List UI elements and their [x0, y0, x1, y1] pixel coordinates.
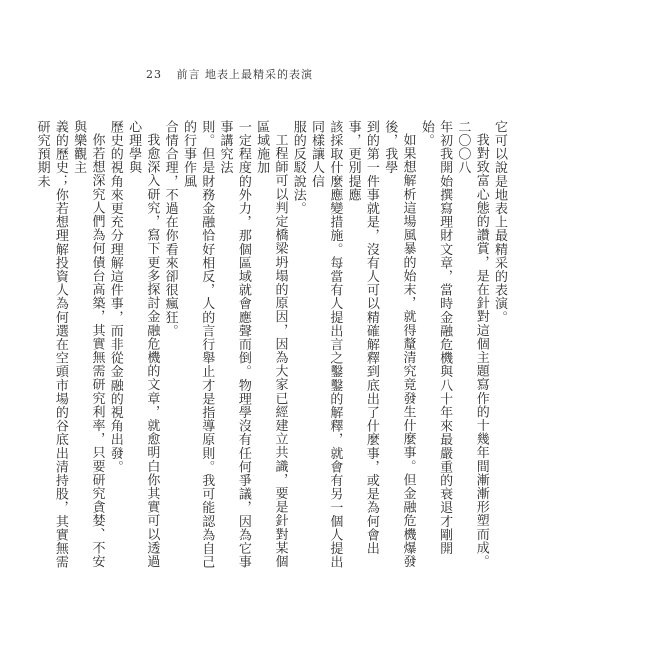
text-line: 一定程度的外力，那個區域就會應聲而倒。物理學沒有任何爭議，因為它事事講究法 [217, 120, 251, 569]
text-line: 則。但是財務金融恰好相反，人的言行舉止才是指導原則。我可能認為自己的行事作風 [180, 120, 215, 569]
text-line: 歷史的視角來更充分理解這件事，而非從金融的視角出發。 [107, 120, 123, 474]
text-line: 工程師可以判定橋梁坍塌的原因，因為大家已經建立共識，要是針對某個區域施加 [254, 120, 288, 569]
text-line: 如果想解析這場風暴的始末，就得釐清究竟發生什麼事。但金融危機爆發後，我學 [382, 120, 416, 569]
text-line: 我愈深入研究，寫下更多探討金融危機的文章，就愈明白你其實可以透過心理學與 [126, 120, 160, 569]
text-line: 你若想深究人們為何債台高築，其實無需研究利率，只要研究貪婪、不安與樂觀主 [71, 120, 105, 569]
vertical-body-text [34, 120, 508, 578]
text-line: 服的反駁說法。 [290, 120, 306, 216]
text-line: 它可以說是地表上最精采的表演。 [492, 120, 507, 324]
text-line: 義的歷史；你若想理解投資人為何選在空頭市場的谷底出清持股，其實無需研究預期未 [34, 120, 68, 569]
page-number: 23 [146, 68, 162, 81]
text-line: 該採取什麼應變措施。每當有人提出言之鑿鑿的解釋，就會有另一個人提出同樣讓人信 [309, 120, 343, 569]
chapter-title: 地表上最精采的表演 [205, 68, 313, 81]
text-line: 我對致富心態的讚賞，是在針對這個主題寫作的十幾年間漸漸形塑而成。二〇〇八 [455, 120, 489, 569]
text-line: 合情合理，不過在你看來卻很瘋狂。 [162, 120, 178, 338]
section-label: 前言 [176, 68, 201, 81]
running-header [146, 66, 313, 82]
text-line: 到的第一件事就是，沒有人可以精確解釋到底出了什麼事，或是為何會出事，更別提應 [345, 120, 379, 556]
text-line: 年初我開始撰寫理財文章，當時金融危機與八十年來最嚴重的衰退才剛開始。 [418, 120, 453, 556]
